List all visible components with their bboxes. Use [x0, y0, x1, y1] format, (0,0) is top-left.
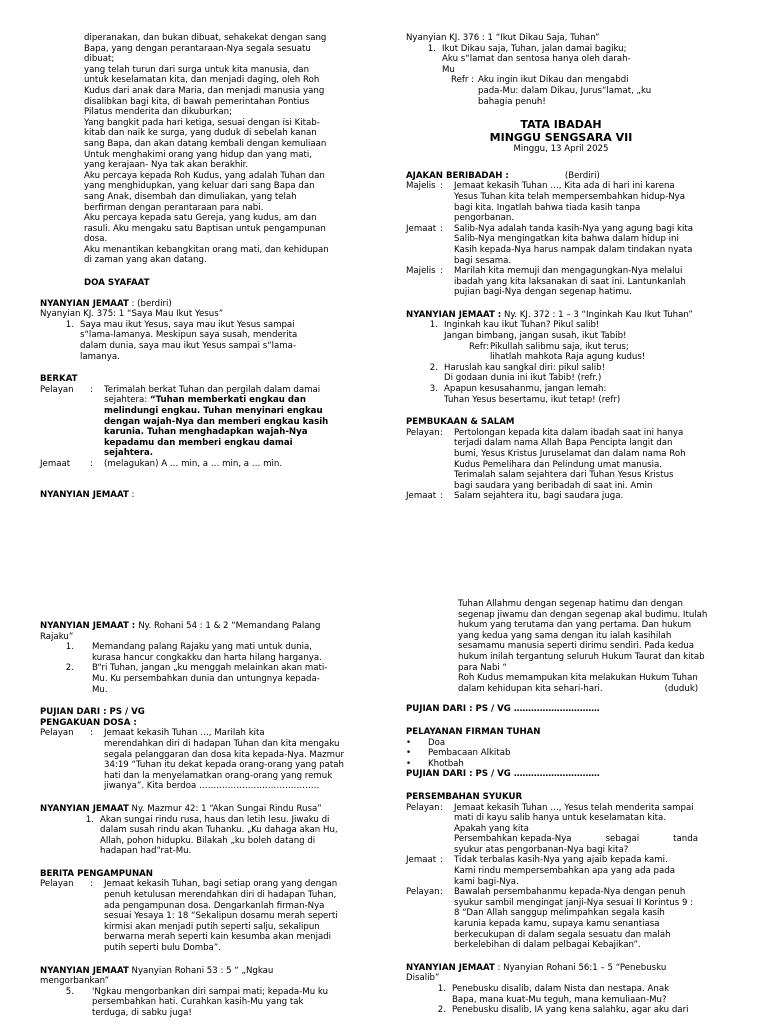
nr56-verse-1: 1. Penebusku disalib, dalam Nista dan nestapa. Anak Bapa, mana kuat-Mu teguh, mana kemuliaan-Mu? [406, 984, 726, 1005]
text-line: Yang bangkit pada hari ketiga, sesuai dengan isi Kitab- [84, 117, 320, 128]
text-line: Untuk menghakimi orang yang hidup dan yang mati, [84, 149, 312, 160]
text-line: B“ri Tuhan, jangan „ku menggah melainkan akan mati- [92, 663, 328, 674]
text-line: bagi sesama. [454, 255, 512, 266]
pujian-heading: PUJIAN DARI : PS / VG [40, 707, 145, 718]
text-line: Penebusku disalib, dalam Nista dan nestapa. Anak [452, 984, 670, 994]
text-line: Saya mau ikut Yesus, saya mau ikut Yesus sampai [80, 319, 295, 330]
pembukaan-heading: PEMBUKAAN & SALAM [406, 417, 515, 428]
text-line: pada-Mu: dalam Dikau, Jurus“lamat, „ku [478, 85, 652, 96]
text-line: s“lama-lamanya. Meskipun saya susah, menderita [80, 330, 298, 341]
law-text [406, 599, 726, 684]
text-line: putih seperti bulu Domba”. [104, 943, 221, 954]
nr53-verse: 5. 'Ngkau mengorbankan diri sampai mati; kepada-Mu ku persembahkan hati. Curahkan kasih-Mu yang tak terduga, di sabku juga! [40, 987, 360, 1019]
text-line: Tidak terbalas kasih-Nya yang ajaib kepada kami. [454, 855, 668, 866]
text-line: untuk keselamatan kita, dan menjadi daging, oleh Roh [84, 75, 320, 86]
text-line: Tuhan Yesus besertamu, ikut tetap! (refr) [444, 394, 621, 405]
text-line: sesuai Yesaya 1: 18 “Sekalipun dosamu merah seperti [104, 911, 338, 922]
doa-syafaat-heading: DOA SYAFAAT [84, 278, 150, 289]
text-line: hadapan had“rat-Mu. [100, 846, 192, 857]
text-line: 34:19 “Tuhan itu dekat kepada orang-orang yang patah [104, 760, 344, 771]
text-line: lamanya. [80, 351, 120, 362]
text-line: dengan wajah-Nya dan memberi engkau kasih [104, 416, 329, 427]
text-line: jiwanya”. Kita berdoa …………………………………… [104, 781, 320, 792]
text-line: kurasa hancur congkakku dan harta hilang harganya. [92, 652, 322, 663]
text-line: Pilatus menderita dan dikuburkan; [84, 107, 232, 118]
text-line: Apapun kesusahanmu, jangan lemah: [444, 384, 607, 395]
text-line: Yesus Tuhan kita telah mempersembahkan hidup-Nya [454, 191, 685, 202]
nr54-verse-1: 1. Memandang palang Rajaku yang mati untuk dunia, kurasa hancur congkakku dan harta hilang harganya. [40, 642, 360, 663]
text-line: melindungi engkau. Tuhan menyinari engkau [104, 406, 323, 416]
text-line: kitab dan naik ke surga, yang duduk di sebelah kanan [84, 128, 317, 139]
text-line: bagi kita. Ingatlah bahwa tiada kasih tanpa [454, 202, 641, 213]
text-line: hukum yang terutama dan yang pertama. Dan hukum [458, 620, 692, 631]
service-title: TATA IBADAH [520, 118, 602, 132]
nr54-heading: NYANYIAN JEMAAT : Ny. Rohani 54 : 1 & 2 “Memandang Palang [40, 621, 321, 631]
text-line: kami bagi-Nya. [454, 876, 519, 887]
service-subtitle: MINGGU SENGSARA VII [489, 130, 633, 144]
text-line: Kudus Pemelihara dan Pelindung umat manusia. [454, 459, 663, 470]
kj372-heading: NYANYIAN JEMAAT : Ny. KJ. 372 : 1 – 3 “Inginkah Kau Ikut Tuhan” [406, 309, 693, 320]
text-line: Kami rindu mempersembahkan apa yang ada pada [454, 866, 675, 877]
text-line: Pikullah salibmu saja, ikut terus; [490, 341, 629, 352]
text-line: Di godaan dunia ini ikut Tabib! (refr.) [444, 373, 602, 384]
persembahan-jemaat: Jemaat : Tidak terbalas kasih-Nya yang ajaib kepada kami. Kami rindu mempersembahkan apa yang ada pada kami bagi-Nya. [406, 855, 726, 887]
blessing-text: sejahtera: “Tuhan memberkati engkau dan melindungi engkau. Tuhan menyinari engkau dengan wajah-Nya dan memberi engkau kasih karunia. Tuhan menghadapkan wajah-Nya kepadamu dan memberi engkau damai sejahtera. [104, 395, 360, 459]
berita-heading: BERITA PENGAMPUNAN [40, 868, 154, 879]
text-line: Memandang palang Rajaku yang mati untuk dunia, [92, 642, 313, 653]
text-line: Pertolongan kepada kita dalam ibadah saat ini hanya [454, 427, 684, 438]
text-line: Kasih kepada-Nya harus nampak dalam tindakan nyata [454, 244, 693, 255]
text-line: para Nabi “ [458, 662, 507, 673]
persembahan-heading: PERSEMBAHAN SYUKUR [406, 791, 523, 802]
text-line: dalam dunia, saya mau ikut Yesus sampai s“lama- [80, 341, 297, 352]
text-line: Aku ingin ikut Dikau dan mengabdi [478, 75, 629, 86]
kj372-verse-3: 3. Apapun kesusahanmu, jangan lemah: Tuhan Yesus besertamu, ikut tetap! (refr) [406, 384, 716, 405]
text-line: Jemaat kekasih Tuhan …, Kita ada di hari ini karena [454, 181, 675, 192]
nr54-verse-2: 2. B“ri Tuhan, jangan „ku menggah melainkan akan mati- Mu. Ku persembahkan dunia dan untungnya kepada- Mu. [40, 663, 360, 695]
text-line: yang telah turun dari surga untuk kita manusia, dan [84, 64, 310, 75]
pujian-heading-1: PUJIAN DARI : PS / VG ………………………… [406, 704, 600, 715]
text-line: bumi, Yesus Kristus Juruselamat dan dalam nama Roh [454, 449, 686, 459]
text-line: Salib-Nya adalah tanda kasih-Nya yang agung bagi kita [454, 223, 694, 234]
berkat-pelayan: Pelayan : Terimalah berkat Tuhan dan pergilah dalam damai sejahtera: “Tuhan memberkati engkau dan melindungi engkau. Tuhan menyinari engkau dengan wajah-Nya dan memberi engkau kasih karunia. Tuhan menghadapkan wajah-Nya kepadamu dan memberi engkau damai sejahtera. [40, 385, 360, 459]
text-line: Jemaat kekasih Tuhan …, Yesus telah menderita sampai [454, 802, 694, 813]
text-line: bahagia penuh! [478, 96, 546, 107]
pft-list [406, 738, 726, 770]
nyanyian-jemaat-heading: NYANYIAN JEMAAT : (berdiri) [40, 298, 172, 309]
text-line: karunia kepada kamu, supaya kamu senantiasa [454, 919, 660, 930]
text-line: kepadamu dan memberi engkau damai [104, 437, 293, 448]
pft-heading: PELAYANAN FIRMAN TUHAN [406, 726, 541, 737]
text-line: di zaman yang akan datang. [84, 255, 207, 266]
text-line: disalibkan bagi kita, di bawah pemerintahan Pontius [84, 96, 310, 107]
text-line: yang kedua yang sama dengan itu ialah kasihilah [458, 630, 672, 641]
text-line: dosa. [84, 234, 108, 245]
pujian-heading-2: PUJIAN DARI : PS / VG ………………………… [406, 769, 600, 780]
text-line: sang Bapa, dan akan datang kembali dengan kemuliaan [84, 138, 327, 149]
text-line: syukur sambil mengingat janji-Nya sesuai II Korintus 9 : [454, 897, 694, 908]
text-line: penuh ketulusan merendahkan diri di hadapan Tuhan, [104, 890, 337, 901]
text-line: berkecukupan di dalam segala sesuatu dan malah [454, 929, 671, 940]
text-line: rasuli. Aku mengaku satu Baptisan untuk pengampunan [84, 223, 326, 234]
text-line: Marilah kita memuji dan mengagungkan-Nya melalui [454, 266, 683, 277]
pengakuan-pelayan: Pelayan : Jemaat kekasih Tuhan …, Marilah kita merendahkan diri di hadapan Tuhan dan kita mengaku segala pelanggaran dan dosa kita kepada-Nya. Mazmur 34:19 “Tuhan itu dekat kepada orang-orang yang patah hati dan la menyelamatkan orang-orang yang remuk jiwanya”. Kita berdoa …………………………………… [40, 728, 360, 792]
text-line: segala pelanggaran dan dosa kita kepada-Nya. Mazmur [104, 749, 344, 760]
ajakan-majelis-2: Majelis : Marilah kita memuji dan mengagungkan-Nya melalui ibadah yang kita laksanakan di saat ini. Lantunkanlah pujian bagi-Nya dengan segenap hatimu. [406, 266, 716, 298]
bottom-right-column: Tuhan Allahmu dengan segenap hatimu dan dengan segenap jiwamu dan dengan segenap akal budimu. Itulah hukum yang terutama dan yang pertama. Dan hukum yang kedua yang sama dengan itu ialah kasihilah sesamamu manusia seperti dirimu sendiri. Pada kedua hukum inilah tergantung seluruh Hukum Taurat dan kitab para Nabi “ Roh Kudus memampukan kita melakukan Hukum Tuhan dalam kehidupan kita sehari-hari. (duduk) PUJIAN DARI : PS / VG ………………………… PELAYANAN FIRMAN TUHAN • Doa • Pembacaan Alkitab • Khotbah PUJIAN DARI : PS / VG ………………………… PERSEMBAHAN SYUKUR Pelayan : Jemaat kekasih Tuhan …, Yesus telah menderita sampai mati di kayu salib hanya untuk keselamatan kita. Apakah yang kita Persembahkan kepada-Nya sebagai tanda syukur atas pengorbanan-Nya bagi kita? Jemaat : Tidak terbalas kasih-Nya yang ajaib kepada kami. Kami rindu mempersembahkan apa yang ada pada kami bagi-Nya. Pelayan : Bawalah persembahanmu kepada-Nya dengan penuh syukur sambil mengingat janji-Nya sesuai II Korintus 9 : 8 “Dan Allah sanggup melimpahkan segala kasih karunia kepada kamu, supaya kamu senantiasa berkecukupan di dalam segala sesuatu dan malah berkelebihan di dalam pelbagai Kebajikan”. NYANYIAN JEMAAT : Nyanyian Rohani 56:1 – 5 “Penebusku Disalib” 1. Penebusku disalib, dalam Nista dan nestapa. Anak Bapa, mana kuat-Mu teguh, mana kemuliaan-Mu? 2. Penebusku disalib, IA yang kena salahku, agar aku dari [406, 599, 726, 1016]
berita-pelayan: Pelayan : Jemaat kekasih Tuhan, bagi setiap orang yang dengan penuh ketulusan merendahkan diri di hadapan Tuhan, ada pengampunan dosa. Dengarkanlah firman-Nya sesuai Yesaya 1: 18 “Sekalipun dosamu merah seperti kirmisi akan menjadi putih seperti salju, sekalipun berwarna merah seperti kain kesumba akan menjadi putih seperti bulu Domba”. [40, 879, 360, 953]
creed-text [84, 33, 360, 266]
text-line: hati dan la menyelamatkan orang-orang yang remuk [104, 770, 333, 781]
pembukaan-jemaat: Jemaat : Salam sejahtera itu, bagi saudara juga. [406, 491, 624, 502]
nr56-title-cont: Disalib” [406, 973, 440, 984]
text-line: Akan sungai rindu rusa, haus dan letih lesu. Jiwaku di [100, 814, 330, 825]
text-line: Inginkah kau ikut Tuhan? Pikul salib! [444, 320, 600, 331]
text-line: berkelebihan di dalam pelbagai Kebajikan”. [454, 940, 641, 951]
text-line: Bapa, mana kuat-Mu teguh, mana kemuliaan-Mu? [452, 994, 667, 1005]
nr53-heading: NYANYIAN JEMAAT Nyanyian Rohani 53 : 5 “ „Ngkau [40, 965, 274, 976]
list-item: • Pembacaan Alkitab [406, 748, 511, 759]
mazmur42-verse: 1. Akan sungai rindu rusa, haus dan letih lesu. Jiwaku di dalam susah rindu akan Tuhanku. „Ku dahaga akan Hu, Allah, pohon hidupku. Bilakah „ku boleh datang di hadapan had“rat-Mu. [40, 815, 360, 857]
pengakuan-heading: PENGAKUAN DOSA : [40, 717, 137, 728]
berkat-jemaat: Jemaat : (melagukan) A … min, a … min, a … min. [40, 458, 283, 469]
text-line: Bawalah persembahanmu kepada-Nya dengan penuh [454, 887, 686, 898]
text-line: Haruslah kau sangkal diri: pikul salib! [444, 362, 606, 373]
text-line: sesamamu manusia seperti dirimu sendiri. Pada kedua [458, 641, 695, 652]
ajakan-majelis-1: Majelis : Jemaat kekasih Tuhan …, Kita ada di hari ini karena Yesus Tuhan kita telah mempersembahkan hidup-Nya bagi kita. Ingatlah bahwa tiada kasih tanpa pengorbanan. [406, 181, 716, 223]
text-line: Mu. [92, 684, 108, 695]
text-line: Aku percaya kepada satu Gereja, yang kudus, am dan [84, 213, 317, 224]
kj372-refrain: Refr: Pikullah salibmu saja, ikut terus; lihatlah mahkota Raja agung kudus! [469, 342, 716, 363]
text-line: pengorbanan. [454, 213, 515, 224]
text-line: sang Anak, disembah dan dimuliakan, yang telah [84, 191, 297, 202]
song-verse: 1. Saya mau ikut Yesus, saya mau ikut Yesus sampai s“lama-lamanya. Meskipun saya susah, menderita dalam dunia, saya mau ikut Yesus sampai s“lama- lamanya. [40, 320, 360, 362]
text-line: dibuat; [84, 54, 115, 65]
text-line: Kudus dari anak dara Maria, dan menjadi manusia yang [84, 85, 325, 96]
text-line: Roh Kudus memampukan kita melakukan Hukum Tuhan [458, 673, 698, 684]
persembahan-pelayan-1: Pelayan : Jemaat kekasih Tuhan …, Yesus telah menderita sampai mati di kayu salib hanya untuk keselamatan kita. Apakah yang kita Persembahkan kepada-Nya sebagai tanda syukur atas pengorbanan-Nya bagi kita? [406, 803, 726, 856]
text-line: karunia. Tuhan menghadapkan wajah-Nya [104, 427, 308, 438]
kj372-verse-2: 2. Haruslah kau sangkal diri: pikul salib! Di godaan dunia ini ikut Tabib! (refr.) [406, 363, 716, 384]
kj376-refrain: Refr : Aku ingin ikut Dikau dan mengabdi pada-Mu: dalam Dikau, Jurus“lamat, „ku bahagia penuh! [451, 75, 716, 107]
text-line: Tuhan Allahmu dengan segenap hatimu dan dengan [458, 599, 683, 609]
list-item: • Khotbah [406, 758, 464, 769]
text-line: lihatlah mahkota Raja agung kudus! [490, 352, 646, 363]
text-line: bagi saudara yang beribadah di saat ini. Amin [454, 480, 653, 491]
pembukaan-pelayan: Pelayan : Pertolongan kepada kita dalam ibadah saat ini hanya terjadi dalam nama Allah Bapa Pencipta langit dan bumi, Yesus Kristus Juruselamat dan dalam nama Roh Kudus Pemelihara dan Pelindung umat manusia. Terimalah salam sejahtera dari Tuhan Yesus Kristus bagi saudara yang beribadah di saat ini. Amin [406, 428, 716, 492]
nyanyian-jemaat-heading-2: NYANYIAN JEMAAT : [40, 489, 135, 500]
nr56-verse-2: 2. Penebusku disalib, IA yang kena salahku, agar aku dari [437, 1005, 689, 1016]
text-line: Jemaat kekasih Tuhan …, Marilah kita [104, 728, 265, 739]
text-line: kirmisi akan menjadi putih seperti salju, sekalipun [104, 921, 320, 932]
text-line: yang menghidupkan, yang keluar dari sang Bapa dan [84, 181, 315, 192]
text-line: Ikut Dikau saja, Tuhan, jalan damai bagiku; [442, 43, 627, 54]
persembahan-pelayan-2: Pelayan : Bawalah persembahanmu kepada-Nya dengan penuh syukur sambil mengingat janji-Nya sesuai II Korintus 9 : 8 “Dan Allah sanggup melimpahkan segala kasih karunia kepada kamu, supaya kamu senantiasa berkecukupan di dalam segala sesuatu dan malah berkelebihan di dalam pelbagai Kebajikan”. [406, 887, 726, 951]
text-line: ada pengampunan dosa. Dengarkanlah firman-Nya [104, 900, 325, 911]
text-line: Mu. Ku persembahkan dunia dan untungnya kepada- [92, 673, 320, 684]
text-line: Jangan bimbang, jangan susah, ikut Tabib! [444, 331, 627, 342]
bottom-left-column [40, 621, 360, 1019]
text-line: persembahkan hati. Curahkan kasih-Mu yang tak [92, 997, 304, 1008]
text-line: ibadah yang kita laksanakan di saat ini. Lantunkanlah [454, 276, 686, 287]
text-line: 8 “Dan Allah sanggup melimpahkan segala kasih [454, 908, 665, 919]
text-line: berfirman dengan perantaraan para nabi. [84, 202, 264, 213]
mazmur42-heading: NYANYIAN JEMAAT Ny. Mazmur 42: 1 “Akan Sungai Rindu Rusa” [40, 803, 322, 814]
list-item: • Doa [406, 737, 446, 748]
text-line: Aku menantikan kebangkitan orang mati, dan kehidupan [84, 244, 329, 255]
text-line: Salib-Nya mengingatkan kita bahwa dalam hidup ini [454, 234, 679, 245]
text-line: hukum inilah tergantung seluruh Hukum Taurat dan kitab [458, 651, 705, 662]
kj376-verse: 1. Ikut Dikau saja, Tuhan, jalan damai bagiku; Aku s“lamat dan sentosa hanya oleh darah- Mu [406, 44, 716, 76]
top-left-column [40, 33, 360, 500]
service-date: Minggu, 13 April 2025 [513, 144, 609, 155]
text-line: merendahkan diri di hadapan Tuhan dan kita mengaku [104, 738, 340, 749]
text-line: mati di kayu salib hanya untuk keselamatan kita. [454, 813, 666, 824]
berkat-heading: BERKAT [40, 374, 78, 385]
ajakan-heading: AJAKAN BERIBADAH : (Berdiri) [406, 170, 600, 181]
text-line: pujian bagi-Nya dengan segenap hatimu. [454, 287, 632, 298]
text-line: berwarna merah seperti kain kesumba akan menjadi [104, 932, 332, 943]
top-right-column [406, 33, 716, 502]
nr53-title-cont: mengorbankan” [40, 976, 110, 987]
text-line: terduga, di sabku juga! [92, 1008, 192, 1018]
text-line: Aku percaya kepada Roh Kudus, yang adalah Tuhan dan [84, 170, 325, 181]
song-title: Nyanyian KJ. 375: 1 “Saya Mau Ikut Yesus” [40, 309, 224, 320]
text-line: sejahtera. [104, 448, 154, 459]
verse-lines [80, 320, 360, 362]
text-line: yang kerajaan- Nya tak akan berakhir. [84, 160, 249, 171]
text-line: segenap jiwamu dan dengan segenap akal budimu. Itulah [458, 609, 708, 620]
nr56-heading: NYANYIAN JEMAAT : Nyanyian Rohani 56:1 – 5 “Penebusku [406, 962, 667, 973]
text-line: terjadi dalam nama Allah Bapa Pencipta langit dan [454, 438, 673, 449]
ajakan-jemaat: Jemaat : Salib-Nya adalah tanda kasih-Nya yang agung bagi kita Salib-Nya mengingatkan kita bahwa dalam hidup ini Kasih kepada-Nya harus nampak dalam tindakan nyata bagi sesama. [406, 224, 716, 266]
text-line: Allah, pohon hidupku. Bilakah „ku boleh datang di [100, 835, 316, 846]
kj376-title: Nyanyian KJ. 376 : 1 “Ikut Dikau Saja, Tuhan” [406, 33, 600, 43]
text-line: Mu [442, 64, 455, 75]
text-line: 'Ngkau mengorbankan diri sampai mati; kepada-Mu ku [92, 986, 329, 997]
text-line: Aku s“lamat dan sentosa hanya oleh darah- [442, 54, 631, 65]
text-line: Terimalah salam sejahtera dari Tuhan Yesus Kristus [454, 470, 674, 481]
text-line: Jemaat kekasih Tuhan, bagi setiap orang yang dengan [104, 879, 338, 890]
text-line: dalam susah rindu akan Tuhanku. „Ku dahaga akan Hu, [100, 825, 338, 836]
text-line: diperanakan, dan bukan dibuat, sehakekat dengan sang [84, 33, 327, 43]
kj372-verse-1: 1. Inginkah kau ikut Tuhan? Pikul salib! Jangan bimbang, jangan susah, ikut Tabib! [406, 320, 716, 341]
text-line: Apakah yang kita [454, 823, 529, 834]
text-line: Bapa, yang dengan perantaraan-Nya segala sesuatu [84, 43, 311, 54]
nr54-title-cont: Rajaku” [40, 631, 74, 642]
